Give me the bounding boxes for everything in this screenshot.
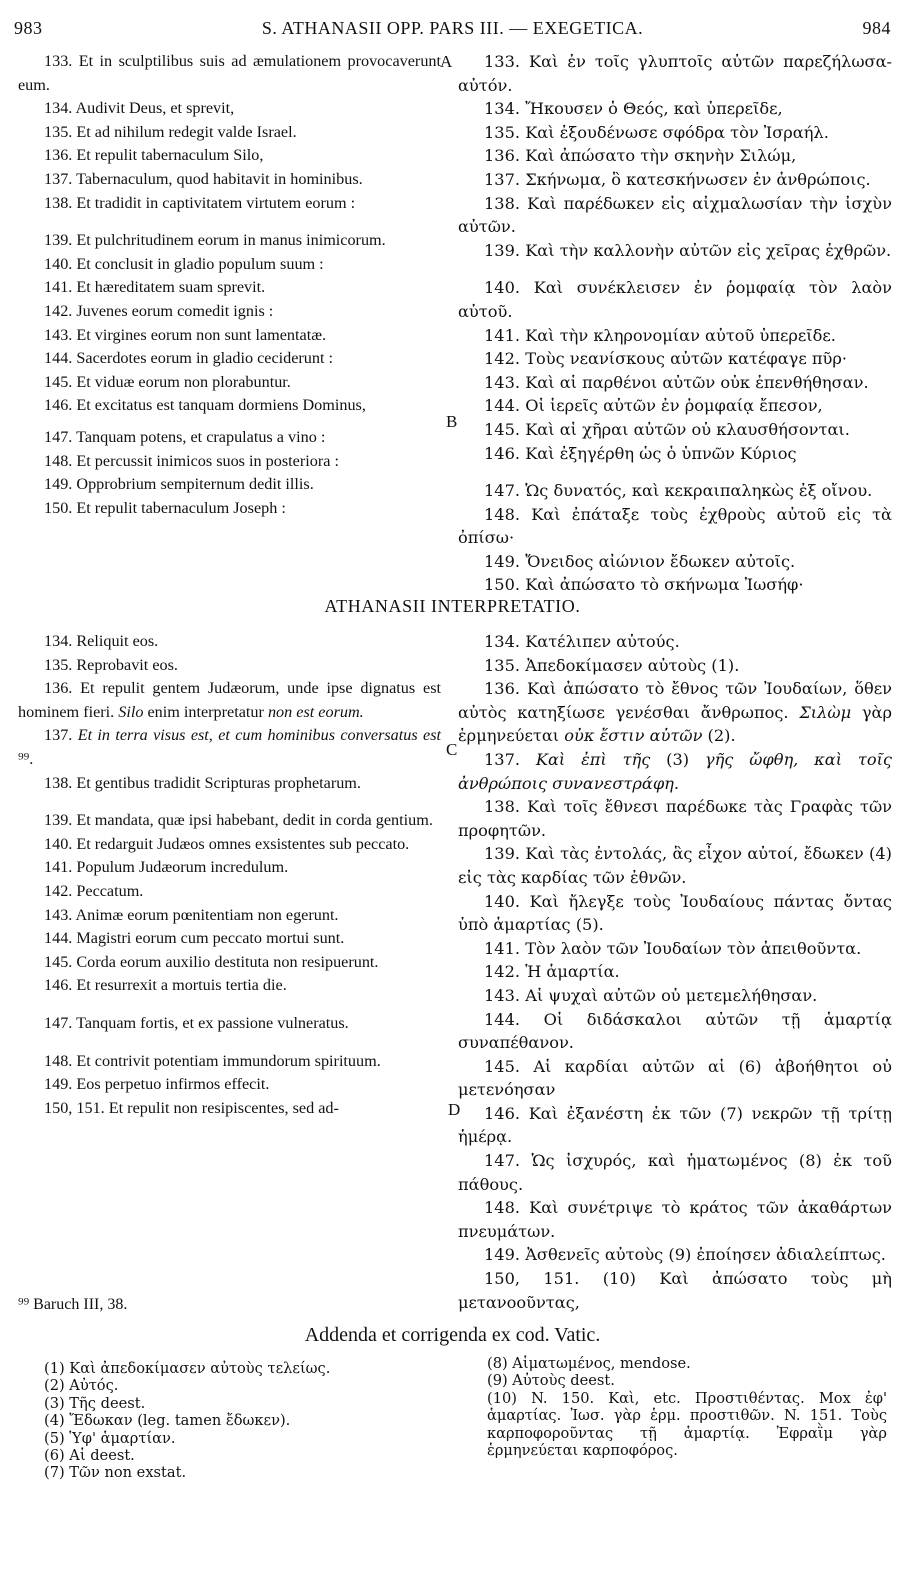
greek-verse: 143. Καὶ αἱ παρθένοι αὐτῶν οὐκ ἐπενθήθησαν. [484, 372, 869, 392]
latin-interp-entry: 136. Et repulit gentem Judæorum, unde ipse dignatus est hominem fieri. Silo enim interpretatur non est eorum. [18, 679, 441, 721]
greek-interp-entry: 145. Αἱ καρδίαι αὐτῶν αἱ (6) ἀβοήθητοι οὐ μετενόησαν [458, 1056, 892, 1100]
latin-verse: 147. Tanquam potens, et crapulatus a vino : [44, 427, 326, 446]
greek-interpretation-column [458, 630, 892, 1314]
greek-interp-entry: 136. Καὶ ἀπώσατο τὸ ἔθνος τῶν Ἰουδαίων, ὅθεν αὐτὸς κατηξίωσε γενέσθαι ἄνθρωπος. Σιλὼμ γὰρ ἑρμηνεύεται οὐκ ἔστιν αὐτῶν (2). [458, 679, 892, 746]
latin-verse: 146. Et excitatus est tanquam dormiens Dominus, [44, 396, 366, 415]
greek-verse: 140. Καὶ συνέκλεισεν ἐν ῥομφαίᾳ τὸν λαὸν αὐτοῦ. [458, 278, 892, 321]
latin-psalm-column [18, 50, 441, 520]
latin-interp-entry: 139. Et mandata, quæ ipsi habebant, dedit in corda gentium. [44, 811, 433, 830]
greek-interp-entry: 148. Καὶ συνέτριψε τὸ κράτος τῶν ἀκαθάρτων πνευμάτων. [458, 1198, 892, 1241]
latin-verse: 149. Opprobrium sempiternum dedit illis. [44, 475, 314, 494]
latin-verse: 133. Et in sculptilibus suis ad æmulationem provocaverunt eum. [18, 52, 441, 94]
greek-verse: 148. Καὶ ἐπάταξε τοὺς ἐχθροὺς αὐτοῦ εἰς τὰ ὀπίσω· [458, 504, 892, 548]
addenda-left-column [44, 1360, 454, 1482]
greek-interp-entry: 146. Καὶ ἐξανέστη ἐκ τῶν (7) νεκρῶν τῇ τρίτῃ ἡμέρᾳ. [458, 1103, 892, 1147]
greek-verse: 136. Καὶ ἀπώσατο τὴν σκηνὴν Σιλώμ, [484, 146, 797, 166]
greek-verse: 147. Ὡς δυνατός, καὶ κεκραιπαληκὼς ἐξ οἴνου. [484, 481, 873, 501]
greek-psalm-column [458, 50, 892, 597]
greek-interp-entry: 149. Ἀσθενεῖς αὐτοὺς (9) ἐποίησεν ἀδιαλείπτως. [484, 1245, 886, 1265]
latin-interp-entry: 140. Et redarguit Judæos omnes exsistentes sub peccato. [44, 834, 410, 853]
latin-interp-entry: 143. Animæ eorum pœnitentiam non egerunt. [44, 905, 339, 924]
greek-verse: 141. Καὶ τὴν κληρονομίαν αὐτοῦ ὑπερεῖδε. [484, 325, 836, 345]
addenda-note: (10) N. 150. Καὶ, etc. Προστιθέντας. Mox ἐφ' ἁμαρτίας. Ἰωσ. γὰρ ἑρμ. προστιθῶν. N. 151. Τοὺς καρποφοροῦντας τῇ ἁμαρτίᾳ. Ἐφραῒμ γὰρ ἑρμηνεύεται καρποφόρος. [487, 1389, 887, 1460]
addenda-note: (3) Τῆς deest. [44, 1394, 146, 1412]
latin-interpretation-column [18, 630, 441, 1120]
greek-verse: 139. Καὶ τὴν καλλονὴν αὐτῶν εἰς χεῖρας ἐχθρῶν. [484, 240, 892, 260]
latin-interp-entry: 146. Et resurrexit a mortuis tertia die. [44, 976, 287, 995]
greek-verse: 134. Ἤκουσεν ὁ Θεός, καὶ ὑπερεῖδε, [484, 99, 783, 119]
greek-interp-entry: 139. Καὶ τὰς ἐντολάς, ἃς εἶχον αὐτοί, ἔδωκεν (4) εἰς τὰς καρδίας τῶν ἐθνῶν. [458, 844, 892, 887]
greek-verse: 149. Ὄνειδος αἰώνιον ἔδωκεν αὐτοῖς. [484, 551, 796, 571]
greek-verse: 137. Σκήνωμα, ὃ κατεσκήνωσεν ἐν ἀνθρώποις. [484, 169, 871, 189]
page-header [0, 18, 905, 44]
greek-interp-entry: 134. Κατέλιπεν αὐτούς. [484, 632, 680, 651]
addenda-note: (5) Ὑφ' ἁμαρτίαν. [44, 1429, 176, 1447]
margin-marker-a: A [440, 52, 453, 71]
latin-verse: 138. Et tradidit in captivitatem virtutem eorum : [44, 193, 356, 212]
greek-interp-entry: 140. Καὶ ἤλεγξε τοὺς Ἰουδαίους πάντας ὄντας ὑπὸ ἁμαρτίας (5). [458, 891, 892, 935]
latin-verse: 145. Et viduæ eorum non plorabuntur. [44, 372, 291, 391]
greek-interp-entry: 138. Καὶ τοῖς ἔθνεσι παρέδωκε τὰς Γραφὰς τῶν προφητῶν. [458, 797, 892, 840]
margin-marker-b: B [446, 412, 458, 431]
latin-interp-entry: 144. Magistri eorum cum peccato mortui sunt. [44, 929, 345, 948]
greek-interp-entry: 141. Τὸν λαὸν τῶν Ἰουδαίων τὸν ἀπειθοῦντα. [484, 938, 862, 958]
addenda-note: (7) Τῶν non exstat. [44, 1464, 187, 1482]
page-number-right: 984 [862, 18, 891, 38]
latin-interp-entry: 147. Tanquam fortis, et ex passione vulneratus. [44, 1013, 349, 1032]
footnote: ⁹⁹ Baruch III, 38. [18, 1296, 128, 1313]
greek-verse: 142. Τοὺς νεανίσκους αὐτῶν κατέφαγε πῦρ· [484, 349, 848, 369]
greek-verse: 145. Καὶ αἱ χῆραι αὐτῶν οὐ κλαυσθήσονται. [484, 419, 850, 439]
latin-interp-entry: 135. Reprobavit eos. [44, 655, 178, 674]
greek-interp-entry: 143. Αἱ ψυχαὶ αὐτῶν οὐ μετεμελήθησαν. [484, 985, 818, 1005]
addenda-note: (9) Αὐτοὺς deest. [487, 1372, 615, 1390]
latin-interp-entry: 142. Peccatum. [44, 881, 144, 900]
latin-verse: 135. Et ad nihilum redegit valde Israel. [44, 122, 297, 141]
greek-verse: 133. Καὶ ἐν τοῖς γλυπτοῖς αὐτῶν παρεζήλωσα- αὐτόν. [458, 52, 892, 95]
latin-verse: 148. Et percussit inimicos suos in posteriora : [44, 451, 339, 470]
greek-verse: 150. Καὶ ἀπώσατο τὸ σκήνωμα Ἰωσήφ· [484, 575, 804, 595]
page-number-left: 983 [14, 18, 43, 38]
latin-verse: 142. Juvenes eorum comedit ignis : [44, 301, 274, 320]
addenda-note: (1) Καὶ ἀπεδοκίμασεν αὐτοὺς τελείως. [44, 1360, 331, 1377]
latin-verse: 143. Et virgines eorum non sunt lamentatæ. [44, 325, 327, 344]
addenda-right-column [487, 1355, 887, 1459]
latin-verse: 140. Et conclusit in gladio populum suum : [44, 254, 324, 273]
latin-interp-entry: 150, 151. Et repulit non resipiscentes, sed ad- [44, 1098, 339, 1117]
greek-verse: 144. Οἱ ἱερεῖς αὐτῶν ἐν ῥομφαίᾳ ἔπεσον, [484, 396, 823, 416]
latin-verse: 139. Et pulchritudinem eorum in manus inimicorum. [44, 231, 386, 250]
addenda-note: (6) Αἱ deest. [44, 1447, 135, 1465]
addenda-note: (8) Αἱματωμένος, mendose. [487, 1355, 691, 1372]
addenda-note: (2) Αὐτός. [44, 1377, 119, 1395]
latin-verse: 150. Et repulit tabernaculum Joseph : [44, 498, 286, 517]
margin-marker-d: D [448, 1100, 461, 1119]
latin-interp-entry: 138. Et gentibus tradidit Scripturas prophetarum. [44, 773, 361, 792]
running-title: S. ATHANASII OPP. PARS III. — EXEGETICA. [261, 18, 644, 38]
greek-interp-entry: 137. Καὶ ἐπὶ τῆς (3) γῆς ὤφθη, καὶ τοῖς ἀνθρώποις συνανεστράφη. [458, 749, 892, 793]
greek-interp-entry: 142. Ἡ ἁμαρτία. [484, 962, 620, 982]
addenda-title: Addenda et corrigenda ex cod. Vatic. [304, 1324, 601, 1346]
latin-verse: 144. Sacerdotes eorum in gladio ceciderunt : [44, 349, 334, 368]
latin-interp-entry: 149. Eos perpetuo infirmos effecit. [44, 1075, 270, 1094]
greek-verse: 135. Καὶ ἐξουδένωσε σφόδρα τὸν Ἰσραήλ. [484, 122, 829, 142]
latin-verse: 141. Et hæreditatem suam sprevit. [44, 278, 266, 297]
latin-interp-entry: 148. Et contrivit potentiam immundorum spirituum. [44, 1051, 381, 1070]
latin-interp-entry: 134. Reliquit eos. [44, 632, 159, 650]
latin-verse: 137. Tabernaculum, quod habitavit in hominibus. [44, 169, 363, 188]
addenda-note: (4) Ἔδωκαν (leg. tamen ἔδωκεν). [44, 1412, 291, 1430]
latin-verse: 136. Et repulit tabernaculum Silo, [44, 146, 264, 165]
greek-interp-entry: 147. Ὡς ἰσχυρός, καὶ ἡματωμένος (8) ἐκ τοῦ πάθους. [458, 1151, 892, 1194]
latin-interp-entry: 141. Populum Judæorum incredulum. [44, 858, 289, 877]
greek-interp-entry: 150, 151. (10) Καὶ ἀπώσατο τοὺς μὴ μετανοοῦντας, [458, 1269, 892, 1312]
greek-verse: 146. Καὶ ἐξηγέρθη ὡς ὁ ὑπνῶν Κύριος [484, 443, 797, 463]
latin-verse: 134. Audivit Deus, et sprevit, [44, 99, 235, 118]
latin-interp-entry: 145. Corda eorum auxilio destituta non resipuerunt. [44, 952, 379, 971]
margin-marker-c: C [446, 740, 458, 759]
section-title: ATHANASII INTERPRETATIO. [324, 596, 581, 616]
greek-interp-entry: 144. Οἱ διδάσκαλοι αὐτῶν τῇ ἁμαρτίᾳ συναπέθανον. [458, 1009, 892, 1053]
greek-verse: 138. Καὶ παρέδωκεν εἰς αἰχμαλωσίαν τὴν ἰσχὺν αὐτῶν. [458, 193, 892, 237]
greek-interp-entry: 135. Ἀπεδοκίμασεν αὐτοὺς (1). [484, 655, 740, 675]
latin-interp-entry: 137. Et in terra visus est, et cum hominibus conversatus est ⁹⁹. [18, 726, 442, 768]
